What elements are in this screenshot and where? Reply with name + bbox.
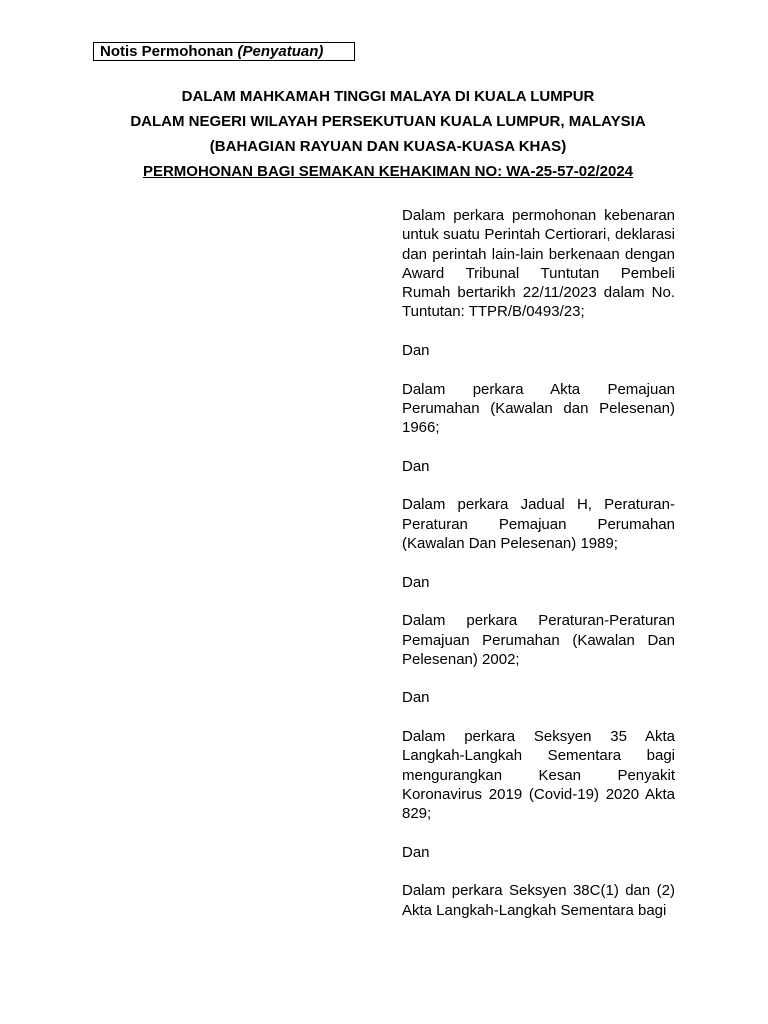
matter-paragraph: Dalam perkara Peraturan-Peraturan Pemajuan Perumahan (Kawalan Dan Pelesenan) 2002; [402,612,675,668]
matter-paragraph: Dalam perkara permohonan kebenaran untuk suatu Perintah Certiorari, deklarasi dan perintah lain-lain berkenaan dengan Award Tribunal Tuntutan Pembeli Rumah bertarikh 22/11/2023 dalam No. Tuntutan: TTPR/B/0493/23; [402,207,675,321]
court-heading: DALAM MAHKAMAH TINGGI MALAYA DI KUALA LUMPUR [181,88,595,105]
case-number-heading: PERMOHONAN BAGI SEMAKAN KEHAKIMAN NO: WA-25-57-02/2024 [142,163,634,180]
matter-paragraph: Dalam perkara Jadual H, Peraturan-Peraturan Pemajuan Perumahan (Kawalan Dan Pelesenan) 1989; [402,496,675,553]
conjunction: Dan [402,573,430,591]
state-heading: DALAM NEGERI WILAYAH PERSEKUTUAN KUALA LUMPUR, MALAYSIA [130,113,646,130]
matter-paragraph: Dalam perkara Seksyen 35 Akta Langkah-Langkah Sementara bagi mengurangkan Kesan Penyakit Koronavirus 2019 (Covid-19) 2020 Akta 829; [402,728,675,823]
matters-column [402,206,675,939]
division-heading: (BAHAGIAN RAYUAN DAN KUASA-KUASA KHAS) [209,138,567,155]
matter-paragraph: Dalam perkara Seksyen 38C(1) dan (2) Akta Langkah-Langkah Sementara bagi [402,882,675,919]
conjunction: Dan [402,342,430,360]
notice-label-italic: (Penyatuan) [237,43,324,60]
conjunction: Dan [402,689,430,707]
conjunction: Dan [402,843,430,861]
conjunction: Dan [402,457,430,475]
notice-box [93,42,355,61]
notice-label: Notis Permohonan [100,43,234,60]
matter-paragraph: Dalam perkara Akta Pemajuan Perumahan (Kawalan dan Pelesenan) 1966; [402,380,675,437]
